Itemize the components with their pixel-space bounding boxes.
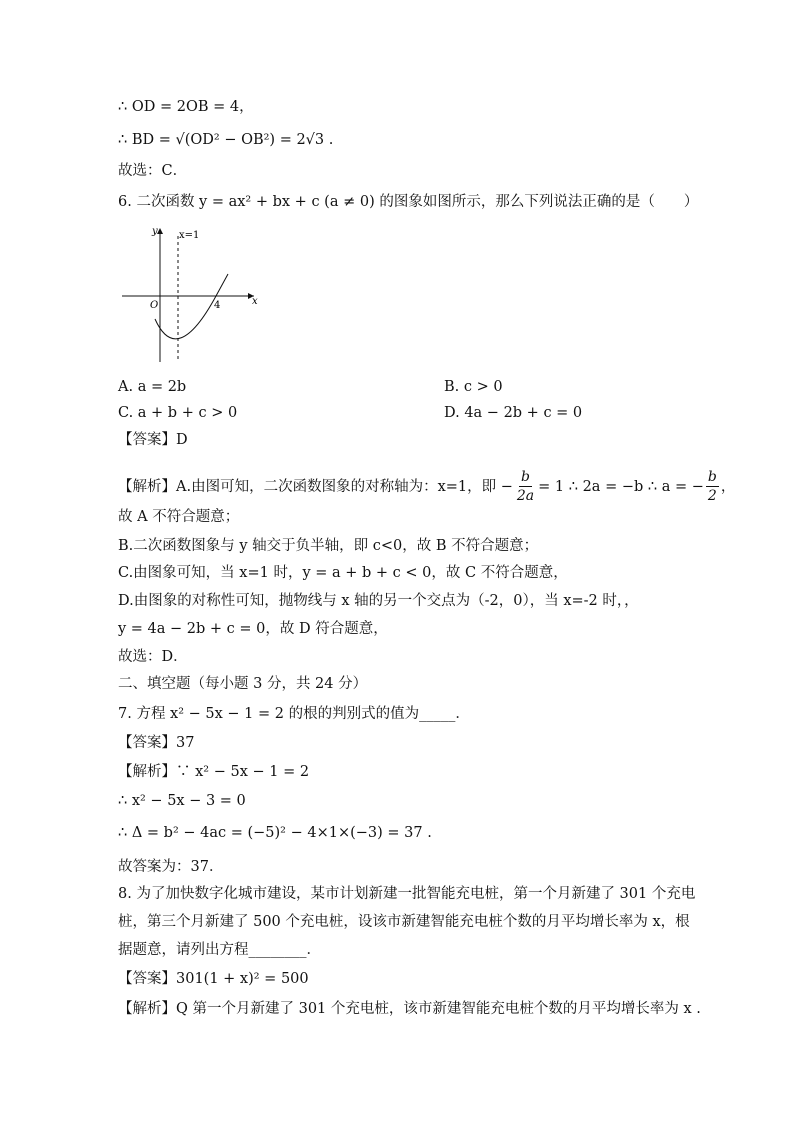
question-8-line2: 桩，第三个月新建了 500 个充电桩，设该市新建智能充电桩个数的月平均增长率为 x，根 xyxy=(118,914,690,930)
question-6: 6. 二次函数 y = ax² + bx + c (a ≠ 0) 的图象如图所示，那么下列说法正确的是（ ） xyxy=(118,194,699,210)
option-b: B. c > 0 xyxy=(444,379,503,395)
text-line: 故选：C． xyxy=(118,163,188,179)
explanation-6b: B.二次函数图象与 y 轴交于负半轴，即 c<0，故 B 不符合题意； xyxy=(118,538,539,554)
question-8-line3: 据题意，请列出方程________． xyxy=(118,942,321,958)
explanation-8: 【解析】Q 第一个月新建了 301 个充电桩，该市新建智能充电桩个数的月平均增长率为 x . xyxy=(118,1001,701,1017)
explanation-6a-mid: = 1 ∴ 2a = −b ∴ a = − xyxy=(538,478,704,495)
question-8-line1: 8. 为了加快数字化城市建设，某市计划新建一批智能充电桩，第一个月新建了 301 个充电 xyxy=(118,886,696,902)
fraction-numerator: b xyxy=(521,469,530,485)
fraction-numerator: b xyxy=(707,469,717,485)
origin-label: O xyxy=(150,300,159,311)
answer-8: 【答案】301(1 + x)² = 500 xyxy=(118,971,309,987)
explanation-6d: D.由图象的对称性可知，抛物线与 x 轴的另一个交点为（-2，0），当 x=-2 时，， xyxy=(118,593,639,609)
answer-7: 【答案】37 xyxy=(118,735,195,751)
selection-6: 故选：D． xyxy=(118,649,188,665)
explanation-6a-end: ， xyxy=(720,478,736,495)
explanation-7d: 故答案为：37． xyxy=(118,859,224,875)
fraction-denominator: 2a xyxy=(516,488,535,504)
section-heading: 二、填空题（每小题 3 分，共 24 分） xyxy=(118,676,368,692)
explanation-6a2: 故 A 不符合题意； xyxy=(118,509,240,525)
explanation-6a xyxy=(118,468,735,505)
option-a: A. a = 2b xyxy=(118,379,187,395)
explanation-6a-pre: 【解析】A.由图可知，二次函数图象的对称轴为：x=1，即 − xyxy=(118,478,513,495)
explanation-6c: C.由图象可知，当 x=1 时，y = a + b + c < 0，故 C 不符合题意， xyxy=(118,565,568,581)
explanation-7b: ∴ x² − 5x − 3 = 0 xyxy=(118,793,246,809)
explanation-7c: ∴ Δ = b² − 4ac = (−5)² − 4×1×(−3) = 37 . xyxy=(118,825,432,841)
fraction-b-over-2a xyxy=(515,468,536,505)
option-d: D. 4a − 2b + c = 0 xyxy=(444,405,583,421)
explanation-7a: 【解析】∵ x² − 5x − 1 = 2 xyxy=(118,764,310,780)
symmetry-axis-label: x=1 xyxy=(179,230,200,241)
parabola-figure xyxy=(118,224,268,374)
root-label: 4 xyxy=(214,300,221,311)
answer-6: 【答案】D xyxy=(118,432,188,448)
option-c: C. a + b + c > 0 xyxy=(118,405,238,421)
y-axis-label: y xyxy=(152,226,158,237)
fraction-b-over-2 xyxy=(706,468,719,505)
explanation-6d2: y = 4a − 2b + c = 0，故 D 符合题意， xyxy=(118,621,388,637)
text-line: ∴ BD = √(OD² − OB²) = 2√3 . xyxy=(118,132,334,148)
question-7: 7. 方程 x² − 5x − 1 = 2 的根的判别式的值为_____． xyxy=(118,706,470,722)
x-axis-label: x xyxy=(252,296,258,307)
fraction-denominator: 2 xyxy=(707,488,717,504)
text-line: ∴ OD = 2OB = 4， xyxy=(118,99,254,115)
parabola-graph xyxy=(118,224,268,374)
y-axis-arrow xyxy=(157,228,163,234)
